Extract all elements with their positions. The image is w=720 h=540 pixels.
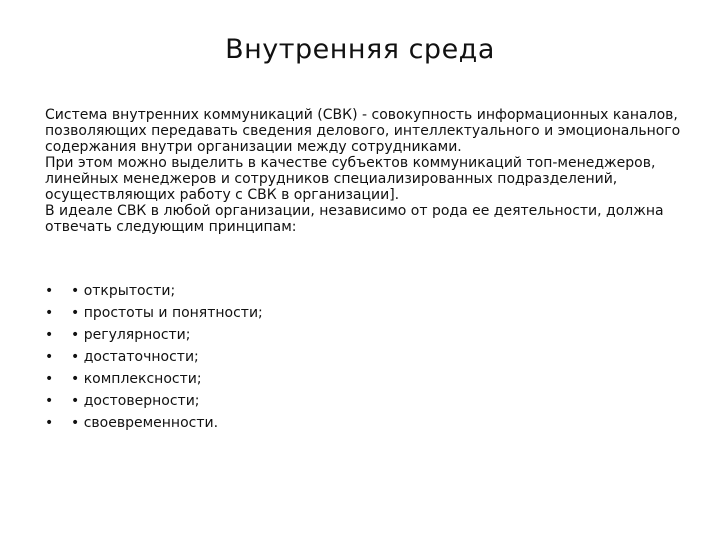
- bullet-icon: •: [45, 327, 54, 343]
- bullet-icon: •: [45, 283, 54, 299]
- list-item-text: • достоверности;: [71, 393, 200, 409]
- list-item: [45, 390, 545, 412]
- paragraph-definition: Система внутренних коммуникаций (СВК) - совокупность информационных каналов, позволяющих передавать сведения делового, интеллектуального и эмоционального содержания внутри организации между сотрудниками.: [45, 107, 681, 155]
- paragraph-subjects: При этом можно выделить в качестве субъектов коммуникаций топ-менеджеров, линейных менеджеров и сотрудников специализированных подразделений, осуществляющих работу с СВК в организации].: [45, 155, 656, 203]
- list-item: [45, 368, 545, 390]
- list-item-text: • открытости;: [71, 283, 176, 299]
- bullet-icon: •: [45, 305, 54, 321]
- slide-body: [45, 107, 685, 235]
- bullet-icon: •: [45, 415, 54, 431]
- list-item-text: • комплексности;: [71, 371, 202, 387]
- slide-title: Внутренняя среда: [225, 34, 495, 65]
- list-item-text: • своевременности.: [71, 415, 219, 431]
- bullet-icon: •: [45, 393, 54, 409]
- list-item: [45, 412, 545, 434]
- list-item-text: • достаточности;: [71, 349, 199, 365]
- list-item: [45, 346, 545, 368]
- principles-list: [45, 280, 545, 434]
- bullet-icon: •: [45, 371, 54, 387]
- list-item: [45, 280, 545, 302]
- list-item-text: • простоты и понятности;: [71, 305, 263, 321]
- list-item: [45, 324, 545, 346]
- list-item: [45, 302, 545, 324]
- list-item-text: • регулярности;: [71, 327, 191, 343]
- paragraph-principles-intro: В идеале СВК в любой организации, независимо от рода ее деятельности, должна отвечать следующим принципам:: [45, 203, 664, 235]
- bullet-icon: •: [45, 349, 54, 365]
